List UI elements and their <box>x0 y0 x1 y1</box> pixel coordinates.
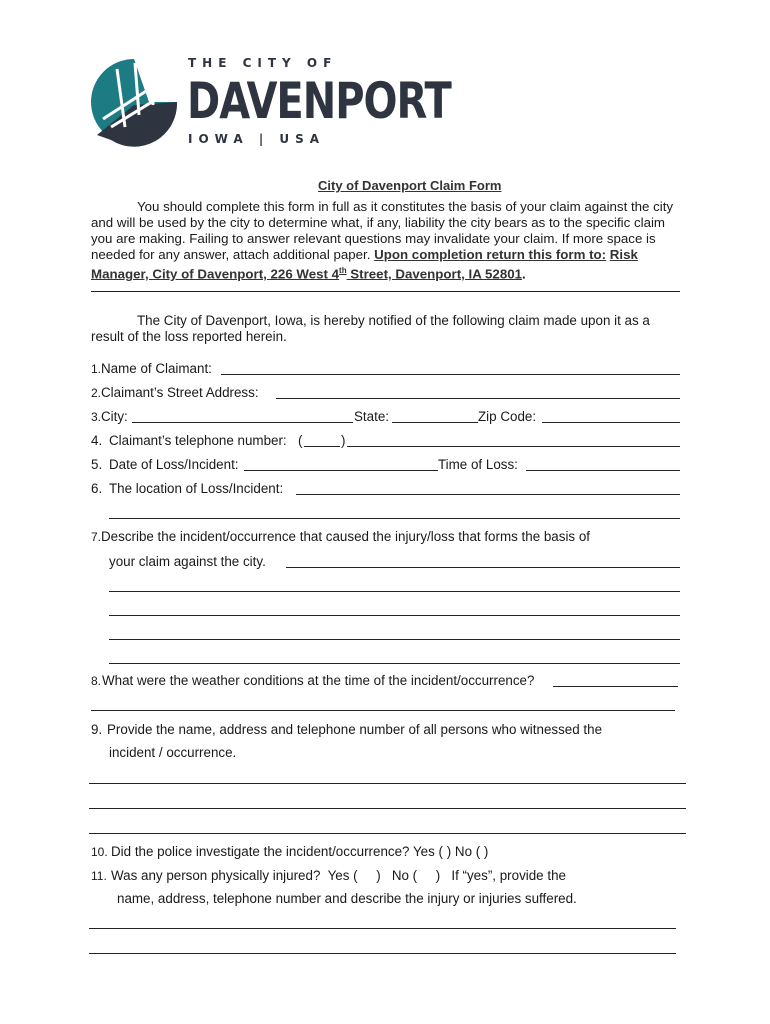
q6-number: 6. <box>91 481 103 496</box>
description-field-line3[interactable] <box>109 615 680 616</box>
notice-line1: The City of Davenport, Iowa, is hereby notified of the following claim made upon it as a <box>137 313 650 328</box>
q6-label: The location of Loss/Incident: <box>109 481 284 496</box>
q5-date-label: Date of Loss/Incident: <box>109 457 239 472</box>
description-field-line2[interactable] <box>109 591 680 592</box>
witness-field-line2[interactable] <box>89 808 686 809</box>
q11-label-line2: name, address, telephone number and describe the injury or injuries suffered. <box>117 891 577 906</box>
return-address-part1: Risk Manager, City of Davenport, 226 West 4 <box>91 247 638 282</box>
q7-label-line2: your claim against the city. <box>109 554 266 569</box>
q10-number: 10. <box>91 845 108 859</box>
intro-text: You should complete this form in full as it constitutes the basis of your claim against the city and will be used by the city to determine what, if any, liability the city bears as to the specific claim you are making. Failing to answer relevant questions may invalidate your claim. If more space is needed for any answer, attach additional paper. <box>91 199 674 262</box>
area-code-field[interactable] <box>304 446 340 447</box>
q11-label-line1: Was any person physically injured? Yes ( ) No ( ) If “yes”, provide the <box>111 868 566 883</box>
description-field-line1[interactable] <box>286 567 680 568</box>
return-instruction: Upon completion return this form to: <box>374 247 607 262</box>
injury-field-line1[interactable] <box>89 928 676 929</box>
q8-number: 8. <box>91 674 102 688</box>
notice-line2: result of the loss reported herein. <box>91 329 287 344</box>
q3-state-label: State: <box>354 409 389 424</box>
location-field-line2[interactable] <box>109 518 680 519</box>
description-field-line5[interactable] <box>109 663 680 664</box>
claimant-name-field[interactable] <box>221 374 680 375</box>
weather-field[interactable] <box>553 686 678 687</box>
city-field[interactable] <box>132 422 353 423</box>
time-of-loss-field[interactable] <box>526 470 680 471</box>
brand-line2: DAVENPORT <box>187 73 451 131</box>
city-logo <box>89 57 179 147</box>
q3-number: 3. <box>91 410 102 424</box>
q1-number: 1. <box>91 362 102 376</box>
state-field[interactable] <box>392 422 478 423</box>
street-address-field[interactable] <box>276 398 680 399</box>
injury-field-line2[interactable] <box>89 953 676 954</box>
q5-time-label: Time of Loss: <box>438 457 518 472</box>
q1-label: Name of Claimant: <box>101 361 212 376</box>
divider-line <box>91 291 680 292</box>
return-address-part2: Street, Davenport, IA 52801 <box>346 266 523 282</box>
date-of-loss-field[interactable] <box>244 470 438 471</box>
zip-field[interactable] <box>542 422 680 423</box>
q4-number: 4. <box>91 433 103 448</box>
q9-number: 9. <box>91 722 103 737</box>
q7-number: 7. <box>91 530 102 544</box>
q5-number: 5. <box>91 457 103 472</box>
return-address-sup: th <box>339 266 347 275</box>
q3-city-label: City: <box>101 409 128 424</box>
brand-line3: IOWA | USA <box>188 132 326 146</box>
description-field-line4[interactable] <box>109 639 680 640</box>
form-title: City of Davenport Claim Form <box>318 178 502 193</box>
q11-number: 11. <box>91 869 107 883</box>
q2-number: 2. <box>91 386 102 400</box>
q8-label: What were the weather conditions at the time of the incident/occurrence? <box>102 673 535 688</box>
q9-label-line2: incident / occurrence. <box>109 745 237 760</box>
q3-zip-label: Zip Code: <box>478 409 537 424</box>
q2-label: Claimant’s Street Address: <box>101 385 259 400</box>
q7-label-line1: Describe the incident/occurrence that caused the injury/loss that forms the basis of <box>101 529 591 544</box>
form-intro: You should complete this form in full as it constitutes the basis of your claim against the city and will be used by the city to determine what, if any, liability the city bears as to the specific claim you are making. Failing to answer relevant questions may invalidate your claim. If more space is needed for any answer, attach additional paper. Upon completion return this form to: Risk Manager, City of Davenport, 226 West 4th Street, Davenport, IA 52801. <box>91 199 674 282</box>
witness-field-line1[interactable] <box>89 783 686 784</box>
q4-paren-close: ) <box>341 433 346 448</box>
q4-label: Claimant’s telephone number: <box>109 433 287 448</box>
telephone-field[interactable] <box>347 446 680 447</box>
weather-field-line2[interactable] <box>91 710 675 711</box>
brand-line1: THE CITY OF <box>188 56 338 70</box>
q9-label-line1: Provide the name, address and telephone number of all persons who witnessed the <box>107 722 603 737</box>
witness-field-line3[interactable] <box>89 833 686 834</box>
location-field[interactable] <box>296 494 680 495</box>
q4-paren-open: ( <box>298 433 303 448</box>
q10-label: Did the police investigate the incident/occurrence? Yes ( ) No ( ) <box>111 844 489 859</box>
